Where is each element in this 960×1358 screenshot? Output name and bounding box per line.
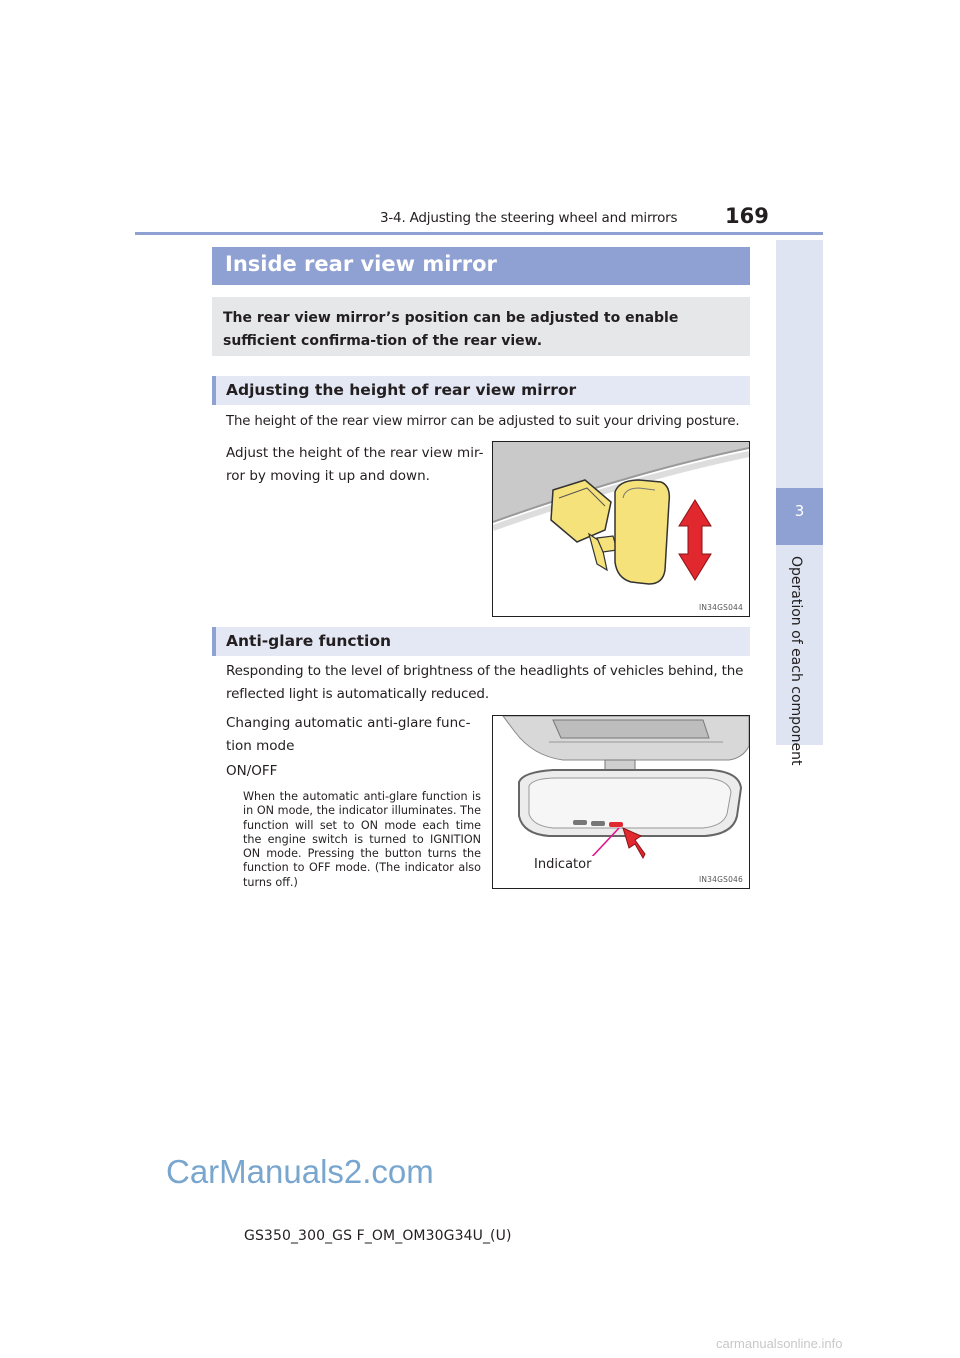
chapter-number: 3 xyxy=(794,502,805,520)
height-instruction: Adjust the height of the rear view mir-ror by moving it up and down. xyxy=(226,445,484,484)
height-paragraph: The height of the rear view mirror can be adjusted to suit your driving posture. xyxy=(226,414,740,429)
page-number: 169 xyxy=(725,204,769,228)
mirror-height-illustration xyxy=(493,442,749,616)
subheading-antiglare xyxy=(212,627,750,656)
section-header: 3-4. Adjusting the steering wheel and mirrors xyxy=(380,210,678,226)
antiglare-paragraph: Responding to the level of brightness of the headlights of vehicles behind, the reflected light is automatically reduced. xyxy=(226,663,744,702)
page-title-bar xyxy=(212,247,750,285)
header-rule xyxy=(135,232,823,235)
indicator-label: Indicator xyxy=(529,856,596,873)
watermark-url: carmanualsonline.info xyxy=(716,1336,843,1351)
footer-model-code: GS350_300_GS F_OM_OM30G34U_(U) xyxy=(244,1228,512,1244)
intro-box xyxy=(212,297,750,356)
antiglare-note: When the automatic anti-glare function is in ON mode, the indicator illuminates. The function will set to ON mode each time the engine switch is turned to IGNITION ON mode. Pressing the button turns the function to OFF mode. (The indicator also turns off.) xyxy=(243,790,481,889)
antiglare-mode: ON/OFF xyxy=(226,763,278,779)
figure-code: IN34GS046 xyxy=(698,875,743,884)
mirror-height-figure xyxy=(492,441,750,617)
page-title: Inside rear view mirror xyxy=(225,252,497,276)
subheading-height xyxy=(212,376,750,405)
chapter-label: Operation of each component xyxy=(788,556,804,766)
figure-code: IN34GS044 xyxy=(698,603,743,612)
subheading-height-text: Adjusting the height of rear view mirror xyxy=(226,381,577,399)
subheading-antiglare-text: Anti-glare function xyxy=(226,632,392,650)
antiglare-figure xyxy=(492,715,750,889)
watermark-logo: CarManuals2.com xyxy=(166,1153,434,1190)
intro-text: The rear view mirror’s position can be adjusted to enable sufficient confirma-tion of the rear view. xyxy=(223,310,679,349)
antiglare-instruction: Changing automatic anti-glare func-tion mode xyxy=(226,715,471,754)
